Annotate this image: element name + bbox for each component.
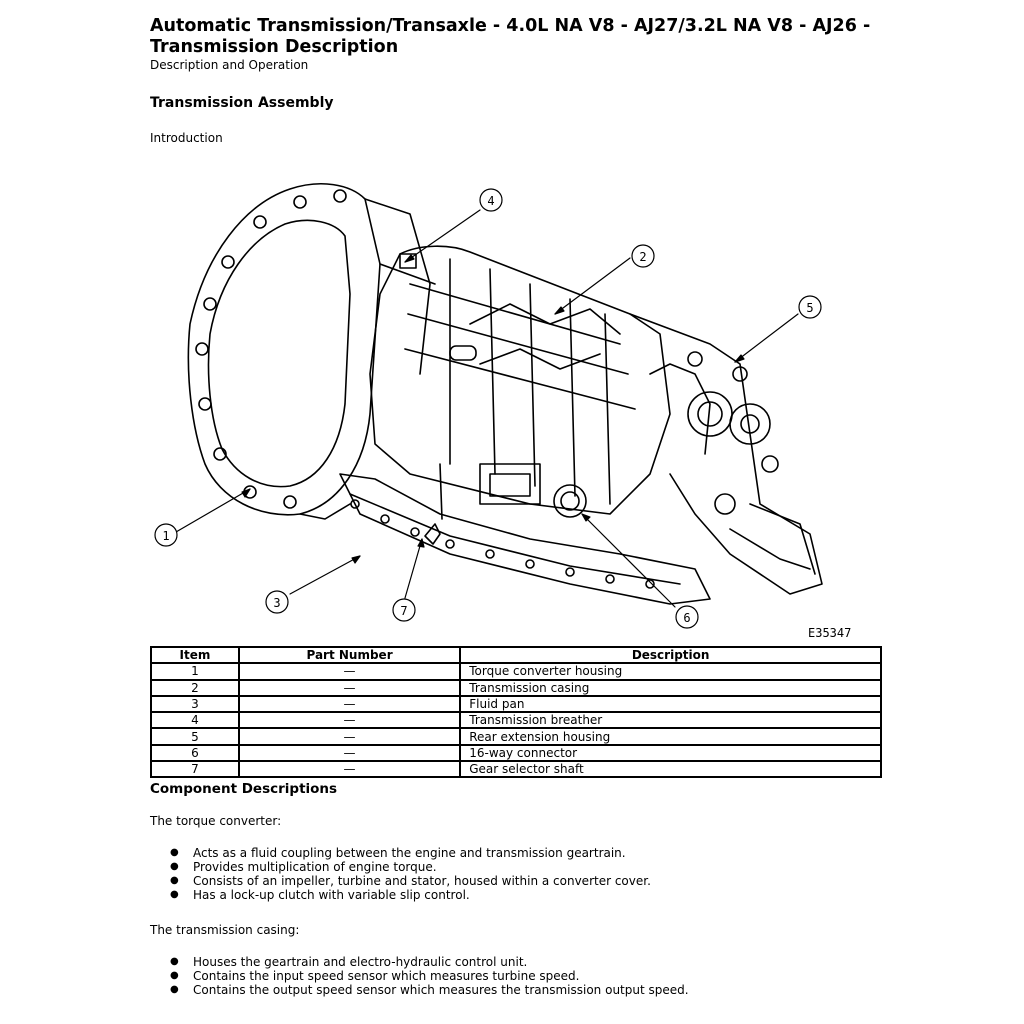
list-item: ● Provides multiplication of engine torque. [170, 860, 882, 874]
component-descriptions [150, 780, 882, 997]
part-number-cell: — [239, 728, 460, 744]
part-number-cell: — [239, 680, 460, 696]
description-cell: Torque converter housing [460, 663, 881, 679]
section-heading: Transmission Assembly [150, 95, 334, 111]
document-page [150, 16, 882, 997]
torque-converter-intro: The torque converter: [150, 814, 282, 828]
intro-label: Introduction [150, 131, 223, 145]
table-row [151, 712, 881, 728]
column-header-part-number: Part Number [239, 647, 460, 663]
list-item: ● Acts as a fluid coupling between the engine and transmission geartrain. [170, 846, 882, 860]
item-cell: 1 [151, 663, 239, 679]
torque-converter-housing-drawing [188, 184, 435, 519]
part-number-cell: — [239, 663, 460, 679]
part-number-cell: — [239, 712, 460, 728]
list-item: ● Contains the input speed sensor which measures turbine speed. [170, 969, 882, 983]
description-cell: 16-way connector [460, 745, 881, 761]
torque-converter-list [150, 846, 882, 902]
figure-code: E35347 [808, 626, 852, 640]
fluid-pan-drawing [340, 474, 710, 604]
callout-5: 5 [806, 301, 814, 315]
item-cell: 5 [151, 728, 239, 744]
rear-extension-housing-drawing [630, 314, 822, 594]
table-header-row [151, 647, 881, 663]
callout-6: 6 [683, 611, 691, 625]
transmission-illustration [150, 174, 882, 640]
selector-shaft-drawing [425, 464, 442, 544]
part-number-cell: — [239, 761, 460, 777]
table-row [151, 696, 881, 712]
item-cell: 6 [151, 745, 239, 761]
description-cell: Rear extension housing [460, 728, 881, 744]
description-cell: Transmission casing [460, 680, 881, 696]
page-subtitle: Description and Operation [150, 58, 309, 72]
description-cell: Transmission breather [460, 712, 881, 728]
callout-leaders [176, 210, 798, 607]
item-cell: 7 [151, 761, 239, 777]
transmission-casing-drawing [370, 246, 670, 514]
callout-3: 3 [273, 596, 281, 610]
part-number-cell: — [239, 696, 460, 712]
table-row [151, 761, 881, 777]
list-item: ● Has a lock-up clutch with variable slip control. [170, 888, 882, 902]
table-row [151, 680, 881, 696]
callout-4: 4 [487, 194, 495, 208]
list-item: ● Houses the geartrain and electro-hydraulic control unit. [170, 955, 882, 969]
column-header-item: Item [151, 647, 239, 663]
parts-table [150, 646, 882, 778]
callout-2: 2 [639, 250, 647, 264]
description-cell: Gear selector shaft [460, 761, 881, 777]
list-item: ● Consists of an impeller, turbine and stator, housed within a converter cover. [170, 874, 882, 888]
column-header-description: Description [460, 647, 881, 663]
item-cell: 3 [151, 696, 239, 712]
item-cell: 2 [151, 680, 239, 696]
callout-7: 7 [400, 604, 408, 618]
description-cell: Fluid pan [460, 696, 881, 712]
list-item: ● Contains the output speed sensor which measures the transmission output speed. [170, 983, 882, 997]
transmission-casing-intro: The transmission casing: [150, 923, 300, 937]
callout-1: 1 [162, 529, 170, 543]
table-row [151, 728, 881, 744]
table-row [151, 663, 881, 679]
transmission-casing-list [150, 955, 882, 997]
page-title: Automatic Transmission/Transaxle - 4.0L NA V8 - AJ27/3.2L NA V8 - AJ26 - Transmission Description [150, 16, 871, 57]
table-row [151, 745, 881, 761]
component-descriptions-heading: Component Descriptions [150, 781, 338, 797]
item-cell: 4 [151, 712, 239, 728]
part-number-cell: — [239, 745, 460, 761]
connector-drawing [554, 485, 586, 517]
